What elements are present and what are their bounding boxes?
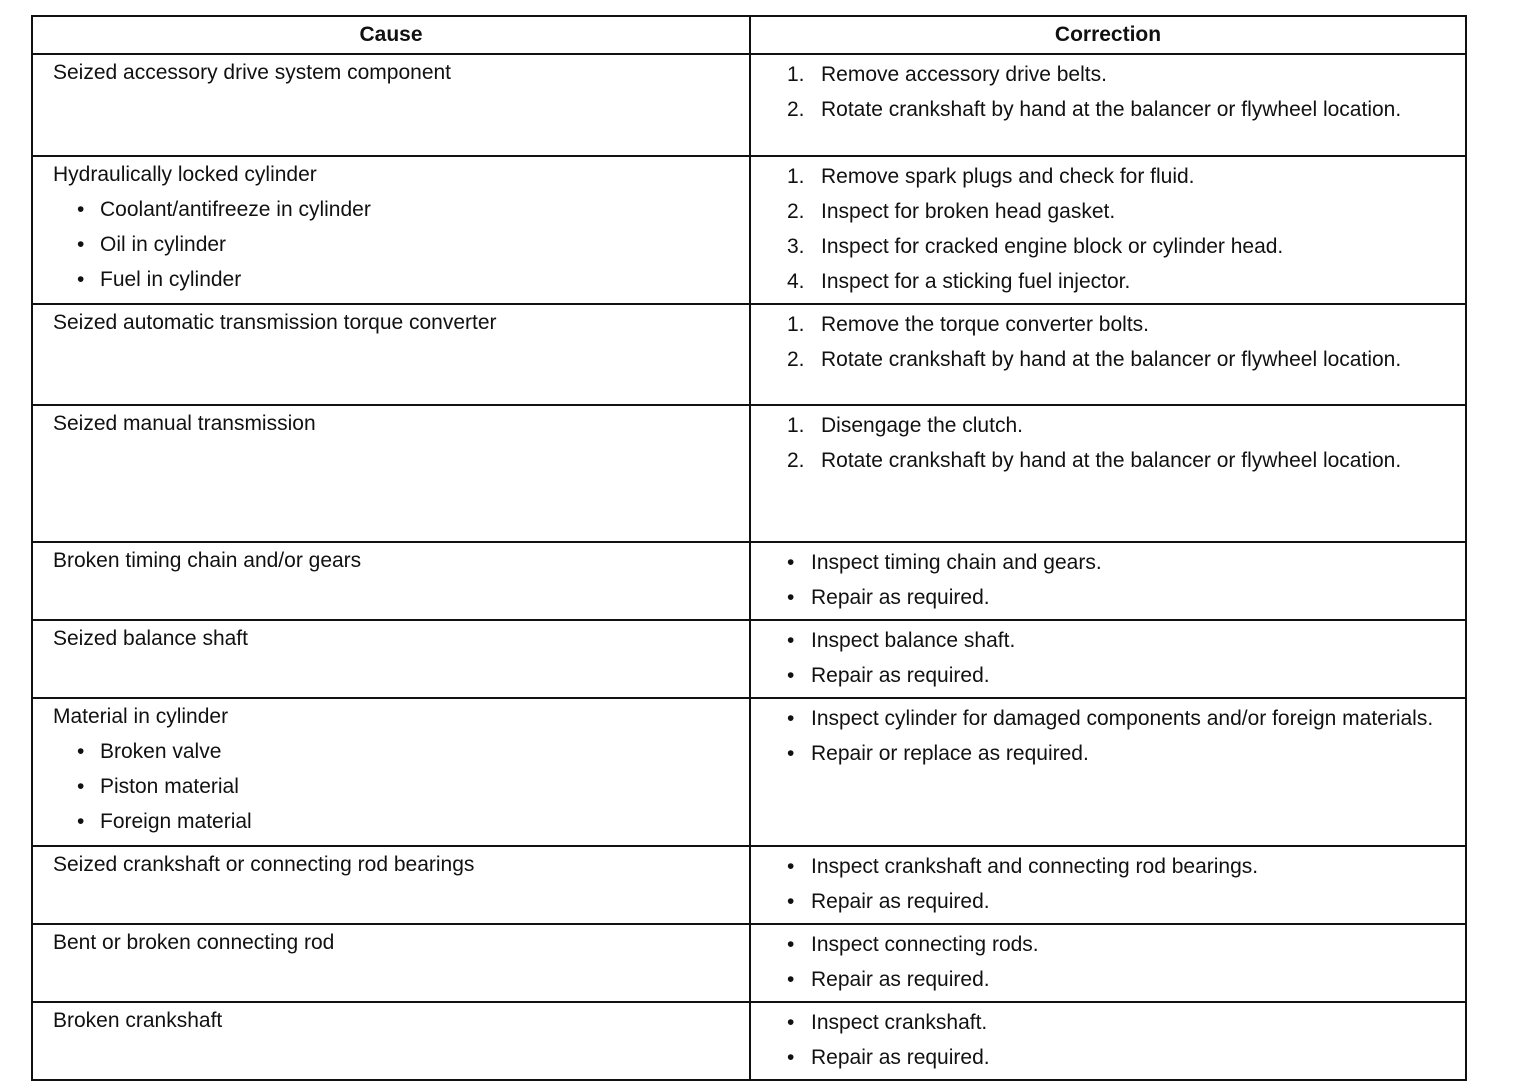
correction-cell xyxy=(750,405,1466,542)
correction-item xyxy=(787,96,1445,123)
bullet-icon: • xyxy=(787,586,795,609)
cause-text: Broken crankshaft xyxy=(53,1009,223,1032)
correction-text: Repair as required. xyxy=(811,968,990,991)
table-row xyxy=(32,304,1466,405)
correction-item xyxy=(787,549,1445,576)
step-number: 3. xyxy=(787,235,805,258)
cause-sub-item: • Oil in cylinder xyxy=(53,233,749,257)
correction-text: Disengage the clutch. xyxy=(821,414,1023,437)
cause-text: Seized automatic transmission torque converter xyxy=(53,311,497,334)
correction-text: Inspect cylinder for damaged components and/or foreign materials. xyxy=(811,707,1434,730)
bullet-icon: • xyxy=(787,890,795,913)
table-row xyxy=(32,620,1466,698)
correction-item xyxy=(787,853,1445,880)
bullet-icon: • xyxy=(787,742,795,765)
cause-cell xyxy=(32,542,750,620)
cause-text: Seized accessory drive system component xyxy=(53,61,452,84)
correction-item xyxy=(787,447,1445,474)
correction-item xyxy=(787,412,1445,439)
bullet-icon: • xyxy=(787,664,795,687)
correction-item xyxy=(787,1009,1445,1036)
correction-text: Inspect crankshaft and connecting rod bearings. xyxy=(811,855,1259,878)
cause-sub-item: • Foreign material xyxy=(53,810,749,834)
correction-cell xyxy=(750,620,1466,698)
correction-cell xyxy=(750,304,1466,405)
cause-sub-item: • Fuel in cylinder xyxy=(53,268,749,292)
correction-item xyxy=(787,584,1445,611)
step-number: 1. xyxy=(787,165,805,188)
correction-cell xyxy=(750,54,1466,156)
correction-text: Repair as required. xyxy=(811,664,990,687)
correction-text: Remove the torque converter bolts. xyxy=(821,313,1150,336)
cause-text: Seized balance shaft xyxy=(53,627,248,650)
step-number: 4. xyxy=(787,270,805,293)
bullet-icon: • xyxy=(787,1046,795,1069)
correction-item xyxy=(787,233,1445,260)
correction-cell xyxy=(750,924,1466,1002)
cause-text: Hydraulically locked cylinder xyxy=(53,163,317,186)
correction-item xyxy=(787,163,1445,190)
table-row xyxy=(32,542,1466,620)
step-number: 2. xyxy=(787,348,805,371)
cause-sub-item: • Piston material xyxy=(53,775,749,799)
header-cause: Cause xyxy=(32,16,750,54)
cause-cell xyxy=(32,405,750,542)
header-correction: Correction xyxy=(750,16,1466,54)
cause-text: Bent or broken connecting rod xyxy=(53,931,335,954)
correction-item xyxy=(787,888,1445,915)
step-number: 1. xyxy=(787,414,805,437)
correction-text: Inspect crankshaft. xyxy=(811,1011,988,1034)
cause-correction-table xyxy=(31,15,1467,1081)
cause-cell xyxy=(32,924,750,1002)
correction-cell xyxy=(750,698,1466,846)
bullet-icon: • xyxy=(787,933,795,956)
bullet-icon: • xyxy=(787,968,795,991)
bullet-icon: • xyxy=(787,1011,795,1034)
cause-cell xyxy=(32,54,750,156)
correction-item xyxy=(787,966,1445,993)
correction-item xyxy=(787,662,1445,689)
correction-item xyxy=(787,311,1445,338)
cause-cell xyxy=(32,846,750,924)
correction-cell xyxy=(750,846,1466,924)
correction-item xyxy=(787,346,1445,373)
bullet-icon: • xyxy=(787,551,795,574)
cause-cell xyxy=(32,1002,750,1080)
table-row xyxy=(32,405,1466,542)
correction-text: Remove accessory drive belts. xyxy=(821,63,1107,86)
table-row xyxy=(32,156,1466,304)
correction-text: Rotate crankshaft by hand at the balancer or flywheel location. xyxy=(821,348,1402,371)
correction-text: Inspect balance shaft. xyxy=(811,629,1016,652)
correction-text: Inspect for broken head gasket. xyxy=(821,200,1116,223)
cause-text: Material in cylinder xyxy=(53,705,229,728)
bullet-icon: • xyxy=(787,855,795,878)
correction-text: Inspect connecting rods. xyxy=(811,933,1039,956)
correction-text: Repair as required. xyxy=(811,890,990,913)
correction-item xyxy=(787,740,1445,767)
correction-item xyxy=(787,61,1445,88)
cause-text: Broken timing chain and/or gears xyxy=(53,549,362,572)
header-row xyxy=(32,16,1466,54)
table-row xyxy=(32,1002,1466,1080)
step-number: 2. xyxy=(787,200,805,223)
correction-cell xyxy=(750,156,1466,304)
correction-item xyxy=(787,931,1445,958)
step-number: 2. xyxy=(787,449,805,472)
correction-item xyxy=(787,705,1445,732)
correction-item xyxy=(787,198,1445,225)
bullet-icon: • xyxy=(787,707,795,730)
table-row xyxy=(32,846,1466,924)
table-row xyxy=(32,698,1466,846)
cause-cell xyxy=(32,156,750,304)
correction-text: Inspect for cracked engine block or cylinder head. xyxy=(821,235,1284,258)
cause-cell xyxy=(32,620,750,698)
correction-text: Rotate crankshaft by hand at the balancer or flywheel location. xyxy=(821,98,1402,121)
step-number: 1. xyxy=(787,63,805,86)
correction-text: Remove spark plugs and check for fluid. xyxy=(821,165,1195,188)
correction-cell xyxy=(750,542,1466,620)
correction-text: Inspect for a sticking fuel injector. xyxy=(821,270,1131,293)
table-row xyxy=(32,924,1466,1002)
cause-cell xyxy=(32,698,750,846)
correction-item xyxy=(787,268,1445,295)
table-row xyxy=(32,54,1466,156)
correction-text: Repair as required. xyxy=(811,586,990,609)
correction-text: Repair or replace as required. xyxy=(811,742,1089,765)
correction-text: Repair as required. xyxy=(811,1046,990,1069)
cause-text: Seized manual transmission xyxy=(53,412,316,435)
correction-item xyxy=(787,627,1445,654)
correction-text: Inspect timing chain and gears. xyxy=(811,551,1102,574)
correction-item xyxy=(787,1044,1445,1071)
step-number: 1. xyxy=(787,313,805,336)
cause-cell xyxy=(32,304,750,405)
cause-text: Seized crankshaft or connecting rod bearings xyxy=(53,853,475,876)
cause-sub-item: • Broken valve xyxy=(53,740,749,764)
cause-sub-item: • Coolant/antifreeze in cylinder xyxy=(53,198,749,222)
correction-text: Rotate crankshaft by hand at the balancer or flywheel location. xyxy=(821,449,1402,472)
bullet-icon: • xyxy=(787,629,795,652)
step-number: 2. xyxy=(787,98,805,121)
correction-cell xyxy=(750,1002,1466,1080)
